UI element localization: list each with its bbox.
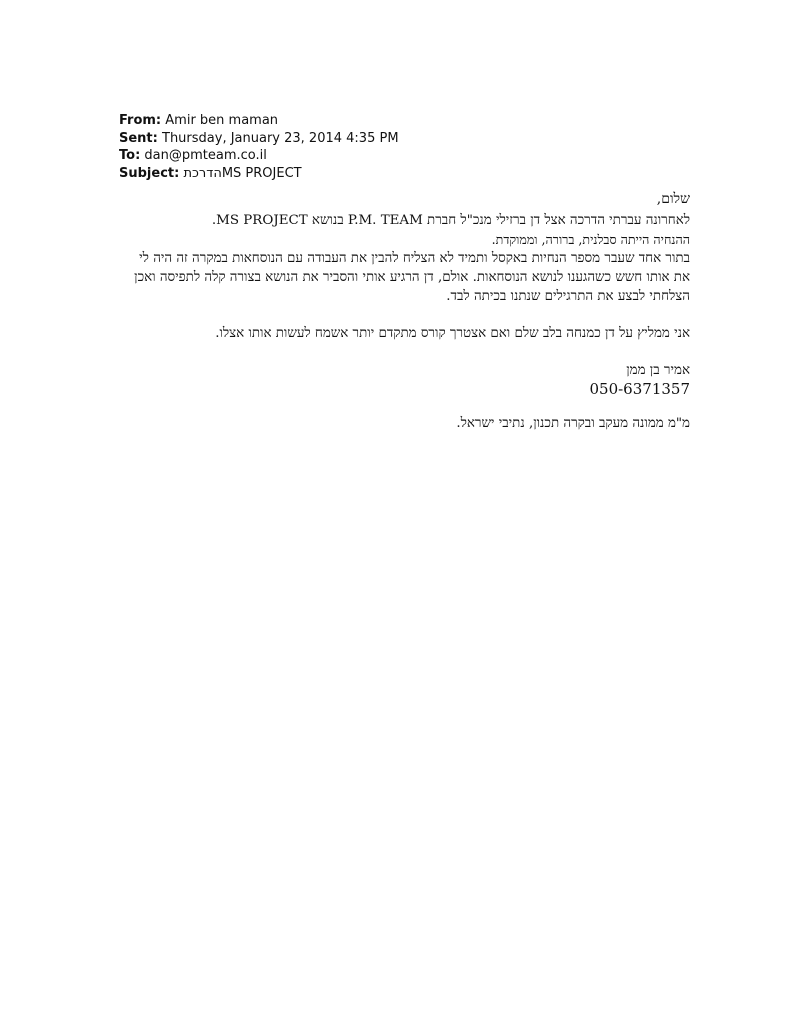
signature-title: מ"מ ממונה מעקב ובקרה תכנון, נתיבי ישראל.	[456, 416, 690, 431]
to-value: dan@pmteam.co.il	[144, 148, 267, 163]
recommendation-line: אני ממליץ על דן כמנחה בלב שלם ואם אצטרך קורס מתקדם יותר אשמח לעשות אותו אצלו.	[215, 326, 690, 341]
from-value: Amir ben maman	[165, 113, 279, 128]
paragraph-gap	[110, 400, 690, 414]
subject-label: Subject:	[119, 165, 180, 181]
paragraph-gap	[110, 343, 690, 361]
from-label: From:	[119, 113, 162, 128]
subject-row	[119, 165, 399, 183]
letter-line-2: ההנחיה הייתה סבלנית, ברורה, וממוקדת.	[491, 232, 690, 247]
sent-value: Thursday, January 23, 2014 4:35 PM	[162, 130, 399, 146]
signature-phone-row	[110, 380, 690, 400]
signature-name: אמיר בן ממן	[626, 363, 690, 378]
letter-line-3: בתור אחד שעבר מספר הנחיות באקסל ותמיד לא הצליח להבין את העבודה עם הנוסחאות במקרה זה היה לי	[139, 251, 690, 266]
letter-line-1: לאחרונה עברתי הדרכה אצל דן ברזילי מנכ"ל חברת P.M. TEAM בנושא MS PROJECT.	[211, 213, 690, 228]
greeting: שלום,	[656, 191, 690, 207]
to-label: To:	[119, 148, 141, 163]
signature-phone: 050-6371357	[589, 380, 690, 398]
letter-body	[110, 190, 690, 433]
paragraph-gap	[110, 306, 690, 324]
subject-value: הדרכתMS PROJECT	[183, 165, 302, 181]
letter-line-4: את אותו חשש כשהגענו לנושא הנוסחאות. אולם, דן הרגיע אותי והסביר את הנושא בצורה קלה לתפיסה ואכן	[134, 270, 690, 285]
sent-label: Sent:	[119, 130, 158, 146]
letter-line-5: הצלחתי לבצע את התרגילים שנתנו בכיתה לבד.	[446, 289, 690, 304]
sent-row	[119, 130, 399, 148]
email-header	[119, 112, 399, 182]
from-row	[119, 112, 399, 130]
to-row	[119, 147, 399, 165]
